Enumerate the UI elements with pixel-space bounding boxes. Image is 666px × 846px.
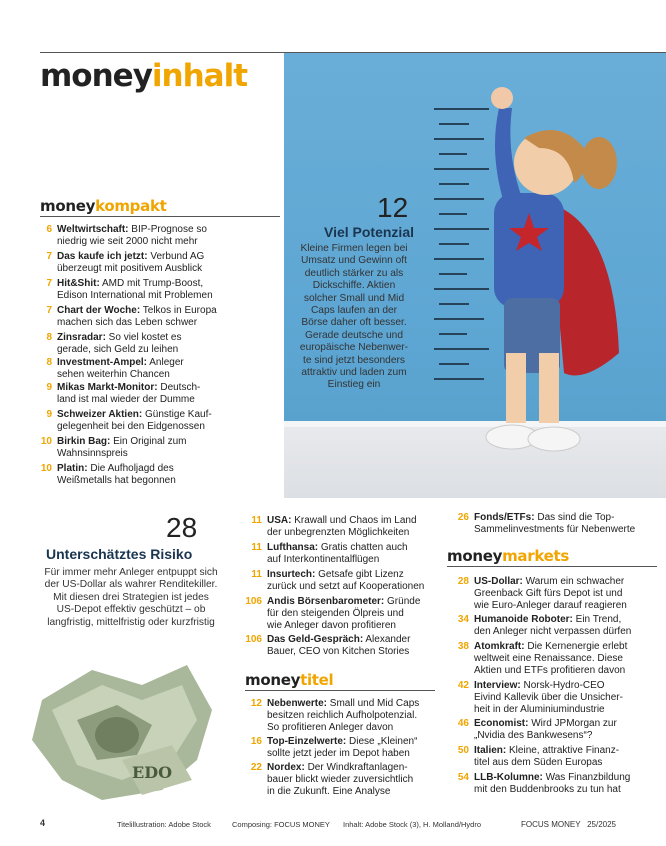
page-number: 4 [40, 818, 46, 828]
risk-story-teaser: Für immer mehr Anleger entpuppt sich der US-Dollar als wahrer Renditekiller. Mit diesen drei Strategien ist jedes US-Depot effektiv geschützt – ob langfristig, mittelfristig oder kurzfristig [44, 567, 218, 628]
svg-text:EDO: EDO [132, 763, 173, 782]
credit-composing: Composing: FOCUS MONEY [232, 820, 330, 829]
risk-story-page-number: 28 [166, 512, 198, 543]
risk-story-headline[interactable]: Unterschätztes Risiko [46, 546, 193, 562]
markets-rule [447, 566, 657, 567]
kompakt-rule [40, 216, 280, 217]
kompakt-section-title: moneykompakt [40, 197, 167, 215]
titel-section-title: moneytitel [245, 671, 334, 689]
markets-section-title: moneymarkets [447, 547, 569, 565]
credit-contents: Inhalt: Adobe Stock (3), H. Molland/Hydro [343, 820, 481, 829]
titel-rule [245, 690, 435, 691]
cover-story-teaser: Kleine Firmen legen bei Umsatz und Gewinn oft deutlich stärker zu als Dickschiffe. Aktien solcher Small und Mid Caps laufen an der Börse daher oft besser. Gerade deutsche und europäische Nebenwer- te sind jetzt besonders attraktiv und laden zum Einstieg ein [299, 243, 409, 391]
credit-title-illustration: Titelillustration: Adobe Stock [117, 820, 211, 829]
section-logo: moneyinhalt [40, 58, 248, 94]
cover-story-page-number: 12 [377, 192, 409, 223]
cover-story-headline[interactable]: Viel Potenzial [324, 224, 414, 240]
crumpled-dollar-image [22, 640, 222, 810]
issue-info: FOCUS MONEY 25/2025 [521, 820, 616, 829]
